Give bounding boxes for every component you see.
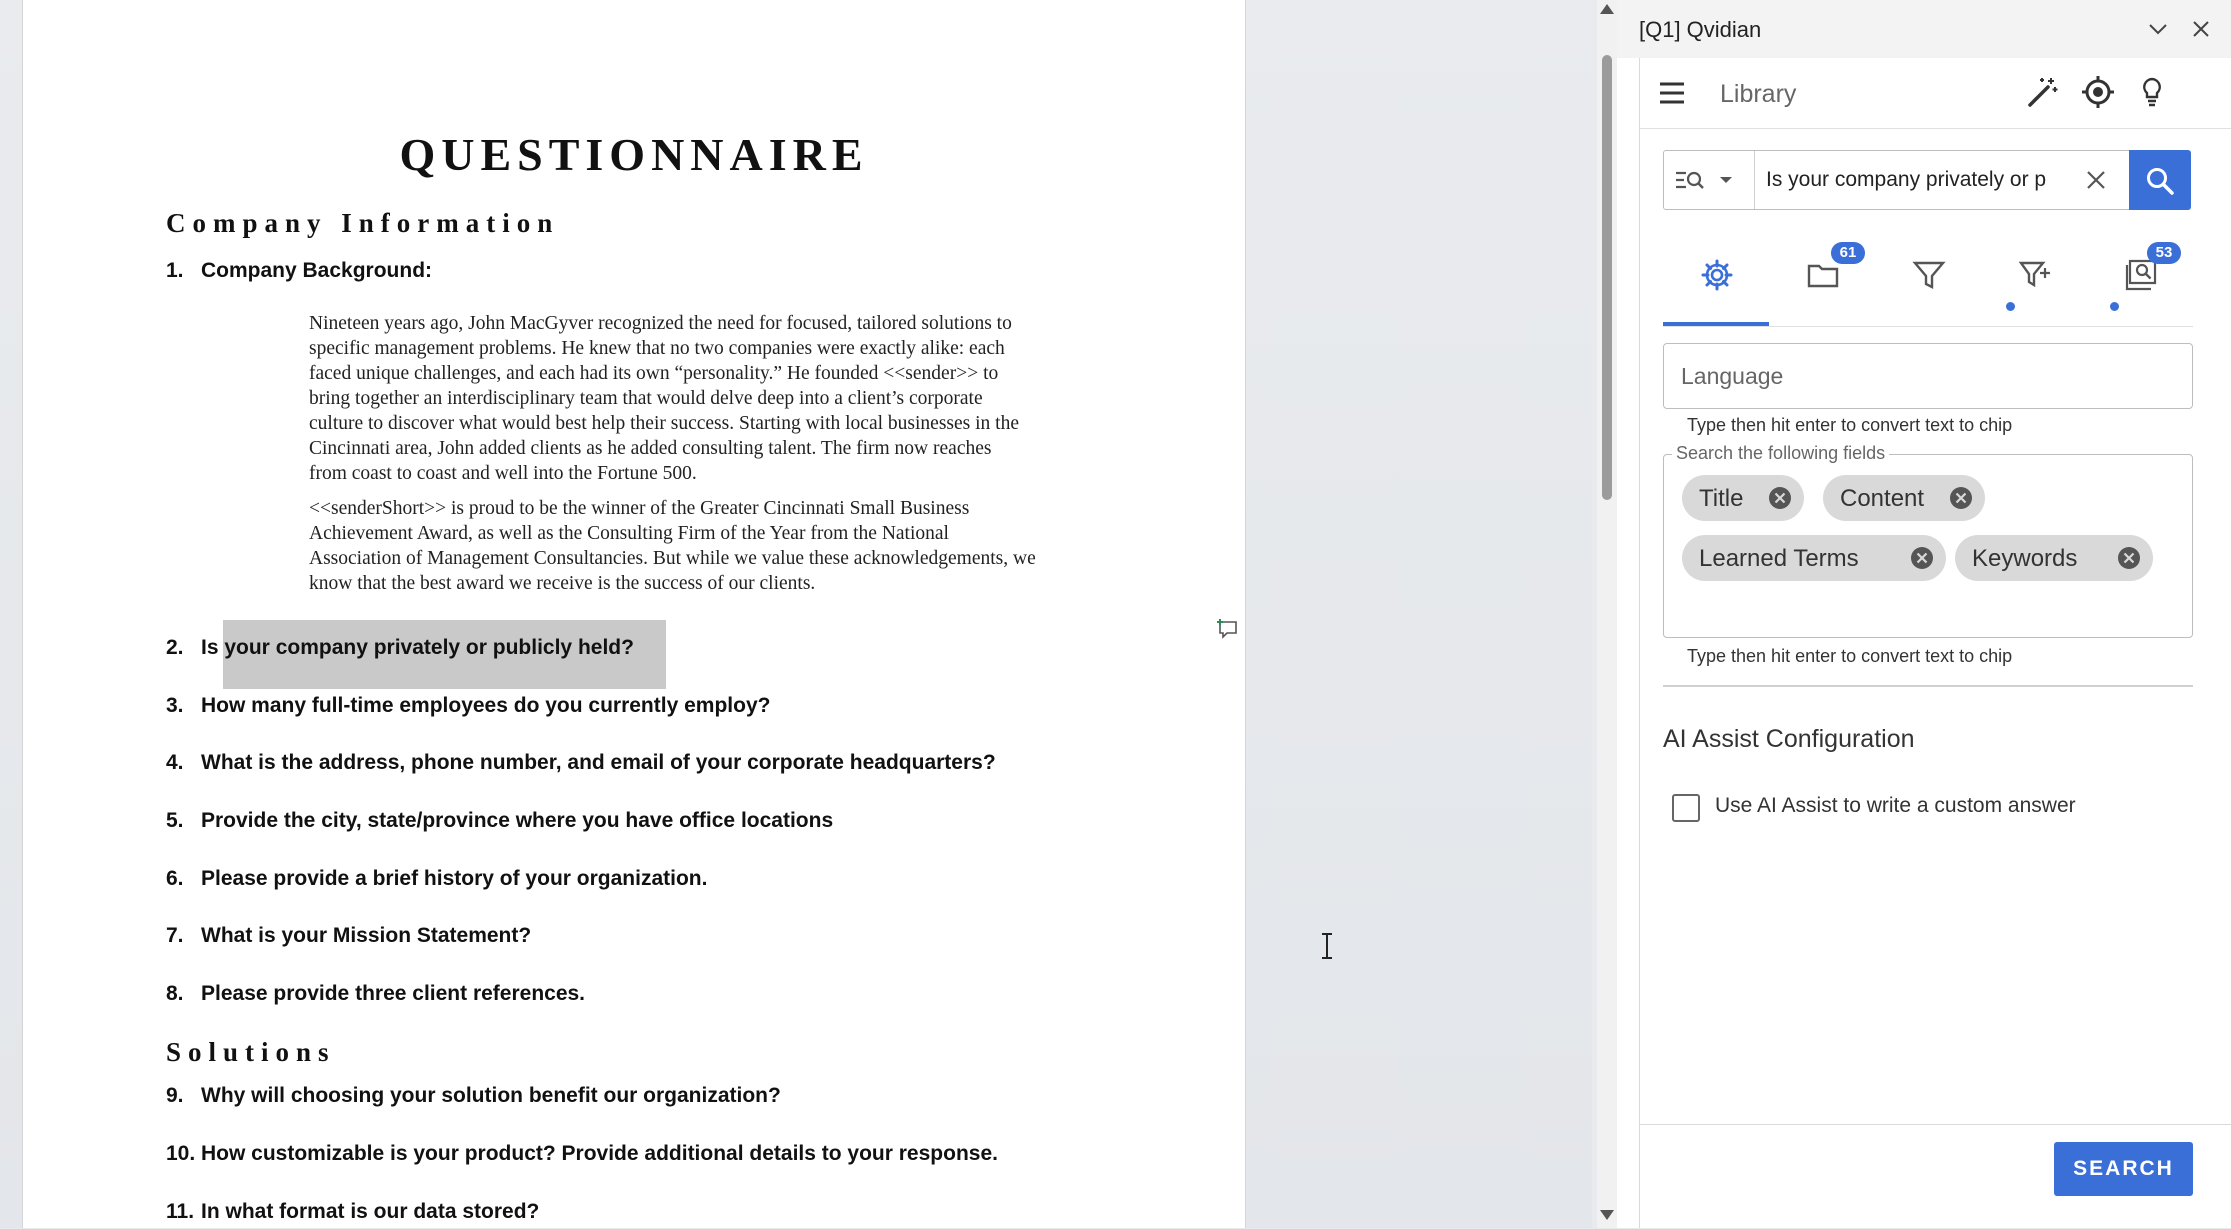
divider xyxy=(1663,685,2193,687)
panel-body xyxy=(1639,58,2231,1228)
folder-count-badge: 61 xyxy=(1831,242,1865,264)
panel-title: [Q1] Qvidian xyxy=(1639,17,1762,42)
question-3[interactable] xyxy=(166,694,770,718)
filter-plus-icon xyxy=(2018,258,2052,292)
chip-keywords[interactable] xyxy=(1955,535,2153,581)
paragraph-awards[interactable] xyxy=(309,496,1129,596)
app-bar-title: Library xyxy=(1720,80,1797,108)
paragraph-line: Association of Management Consultancies. But while we value these acknowledgements, we xyxy=(309,548,1036,569)
tab-results[interactable] xyxy=(2087,236,2193,326)
vertical-scrollbar[interactable] xyxy=(1597,0,1617,1228)
question-number: 6. xyxy=(166,867,184,890)
section-heading-company-information: Company Information xyxy=(166,208,560,238)
question-number: 4. xyxy=(166,751,184,774)
chip-learned-terms[interactable] xyxy=(1682,535,1946,581)
question-text: What is the address, phone number, and email of your corporate headquarters? xyxy=(201,751,996,774)
paragraph-line: know that the best award we receive is the success of our clients. xyxy=(309,573,816,594)
magic-wand-icon[interactable] xyxy=(2024,74,2060,110)
chevron-down-icon[interactable] xyxy=(2147,18,2169,40)
remove-chip-icon[interactable] xyxy=(1768,486,1792,510)
question-number: 1. xyxy=(166,259,184,282)
tab-settings[interactable] xyxy=(1663,236,1769,326)
question-4[interactable] xyxy=(166,751,996,775)
search-button[interactable]: SEARCH xyxy=(2054,1142,2193,1196)
question-2[interactable] xyxy=(166,636,634,660)
question-text: What is your Mission Statement? xyxy=(201,924,532,947)
paragraph-line: bring together an interdisciplinary team that would delve deep into a client’s corporate xyxy=(309,388,983,409)
question-10[interactable] xyxy=(166,1142,998,1166)
question-text: How many full-time employees do you currently employ? xyxy=(201,694,771,717)
language-field xyxy=(1663,343,2193,409)
add-comment-icon[interactable] xyxy=(1217,618,1239,640)
qvidian-panel xyxy=(1617,0,2231,1228)
panel-titlebar xyxy=(1617,0,2231,58)
question-text: In what format is our data stored? xyxy=(201,1200,540,1223)
question-text: Company Background: xyxy=(201,259,433,282)
question-6[interactable] xyxy=(166,867,707,891)
tab-indicator-dot xyxy=(2006,302,2015,311)
question-1[interactable] xyxy=(166,259,432,283)
search-bar xyxy=(1663,150,2132,210)
search-list-icon xyxy=(1674,168,1744,192)
question-number: 5. xyxy=(166,809,184,832)
section-heading-solutions: Solutions xyxy=(166,1037,336,1067)
ai-assist-heading: AI Assist Configuration xyxy=(1663,725,1915,753)
ai-assist-checkbox-label[interactable]: Use AI Assist to write a custom answer xyxy=(1715,794,2076,817)
question-text: Is your company privately or publicly held? xyxy=(201,636,634,659)
question-5[interactable] xyxy=(166,809,833,833)
search-fields-box[interactable] xyxy=(1663,443,2193,638)
tab-bar xyxy=(1663,236,2193,327)
fields-legend: Search the following fields xyxy=(1672,443,1889,464)
hamburger-menu-icon[interactable] xyxy=(1658,80,1686,106)
chip-title[interactable] xyxy=(1682,475,1804,521)
search-submit-button[interactable] xyxy=(2129,150,2191,210)
scroll-up-arrow-icon[interactable] xyxy=(1600,4,1614,14)
search-input[interactable] xyxy=(1766,151,2076,209)
clear-icon[interactable] xyxy=(2085,169,2107,191)
app-bar xyxy=(1640,58,2231,129)
question-number: 10. xyxy=(166,1142,196,1165)
text-cursor-icon xyxy=(1318,932,1336,960)
language-input[interactable] xyxy=(1681,344,2181,408)
search-icon xyxy=(2145,166,2175,196)
question-text: Why will choosing your solution benefit our organization? xyxy=(201,1084,781,1107)
question-8[interactable] xyxy=(166,982,585,1006)
tab-filter[interactable] xyxy=(1875,236,1981,326)
chip-label: Title xyxy=(1699,485,1744,512)
close-icon[interactable] xyxy=(2190,18,2212,40)
question-number: 7. xyxy=(166,924,184,947)
paragraph-line: from coast to coast and well into the Fortune 500. xyxy=(309,463,697,484)
search-type-dropdown[interactable] xyxy=(1664,151,1755,209)
paragraph-line: Nineteen years ago, John MacGyver recognized the need for focused, tailored solutions to xyxy=(309,313,1012,334)
ai-assist-checkbox[interactable] xyxy=(1672,794,1700,822)
tab-indicator-dot xyxy=(2110,302,2119,311)
paragraph-line: Achievement Award, as well as the Consulting Firm of the Year from the National xyxy=(309,523,949,544)
filter-icon xyxy=(1912,258,1946,292)
question-9[interactable] xyxy=(166,1084,781,1108)
lightbulb-icon[interactable] xyxy=(2134,74,2170,110)
remove-chip-icon[interactable] xyxy=(1949,486,1973,510)
folder-icon xyxy=(1806,258,1840,292)
paragraph-line: specific management problems. He knew that no two companies were exactly alike: each xyxy=(309,338,1005,359)
question-7[interactable] xyxy=(166,924,531,948)
fields-hint: Type then hit enter to convert text to chip xyxy=(1687,646,2013,666)
question-number: 11. xyxy=(166,1200,195,1223)
paragraph-line: culture to discover what would best help their success. Starting with local businesses in the xyxy=(309,413,1019,434)
question-11[interactable] xyxy=(166,1200,539,1224)
paragraph-line: <<senderShort>> is proud to be the winner of the Greater Cincinnati Small Business xyxy=(309,498,970,519)
question-text: Provide the city, state/province where you have office locations xyxy=(201,809,834,832)
chip-content[interactable] xyxy=(1823,475,1985,521)
language-hint: Type then hit enter to convert text to chip xyxy=(1687,415,2013,435)
tab-folders[interactable] xyxy=(1769,236,1875,326)
question-text: Please provide three client references. xyxy=(201,982,586,1005)
question-number: 3. xyxy=(166,694,184,717)
question-text: How customizable is your product? Provide additional details to your response. xyxy=(201,1142,998,1165)
chip-label: Learned Terms xyxy=(1699,545,1859,572)
scroll-thumb[interactable] xyxy=(1602,55,1612,500)
target-icon[interactable] xyxy=(2080,74,2116,110)
remove-chip-icon[interactable] xyxy=(2117,546,2141,570)
chip-label: Keywords xyxy=(1972,545,2078,572)
chip-label: Content xyxy=(1840,485,1925,512)
tab-filter-add[interactable] xyxy=(1981,236,2087,326)
question-number: 9. xyxy=(166,1084,184,1107)
document-page[interactable] xyxy=(22,0,1246,1228)
paragraph-line: Cincinnati area, John added clients as he added consulting talent. The firm now reaches xyxy=(309,438,992,459)
question-text: Please provide a brief history of your organization. xyxy=(201,867,708,890)
panel-footer xyxy=(1640,1124,2231,1229)
results-count-badge: 53 xyxy=(2147,242,2181,264)
paragraph-company-background[interactable] xyxy=(309,311,1129,486)
paragraph-line: faced unique challenges, and each had its own “personality.” He founded <<sender>> to xyxy=(309,363,999,384)
remove-chip-icon[interactable] xyxy=(1910,546,1934,570)
document-title: QUESTIONNAIRE xyxy=(399,129,869,180)
question-number: 8. xyxy=(166,982,184,1005)
question-number: 2. xyxy=(166,636,184,659)
scroll-down-arrow-icon[interactable] xyxy=(1600,1210,1614,1220)
gear-icon xyxy=(1700,258,1734,292)
